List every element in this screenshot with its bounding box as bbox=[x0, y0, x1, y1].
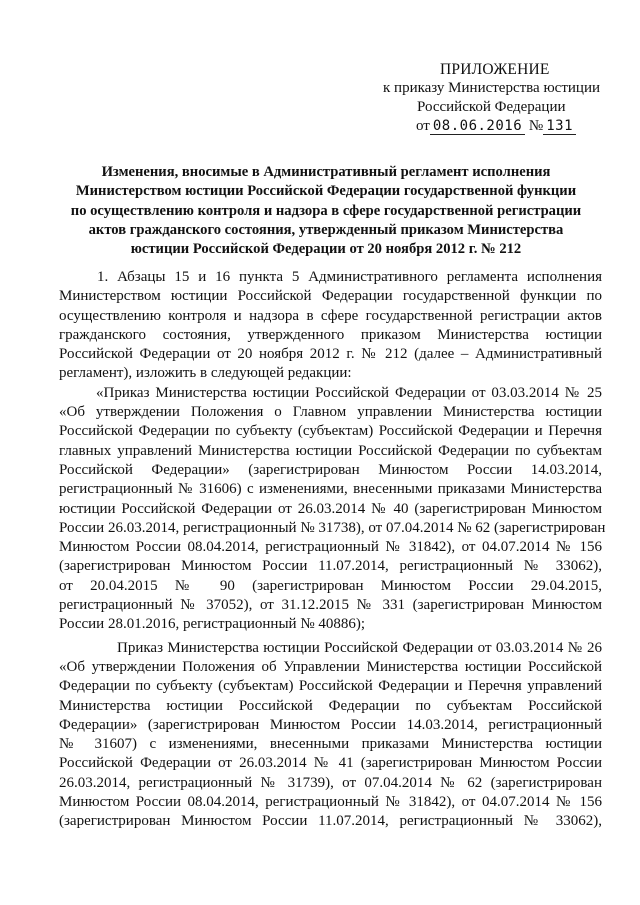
text-line: «Об утверждении Положения о Главном управлении Министерства юстиции bbox=[59, 404, 602, 421]
title-line: по осуществлению контроля и надзора в сфере государственной регистрации bbox=[70, 202, 582, 219]
text-line: Минюстом России 08.04.2014, регистрационный № 31842), от 04.07.2014 № 156 bbox=[59, 794, 602, 811]
attachment-block bbox=[380, 60, 610, 136]
title-line: Министерством юстиции Российской Федерации государственной функции bbox=[75, 183, 577, 200]
number-prefix: № bbox=[528, 118, 544, 134]
text-line: главных управлений Министерства юстиции Российской Федерации по субъектам bbox=[59, 442, 602, 459]
text-line: 1. Абзацы 15 и 16 пункта 5 Административного регламента исполнения bbox=[97, 269, 602, 285]
text-line: регламент), изложить в следующей редакции: bbox=[59, 365, 352, 382]
text-line: (зарегистрирован Минюстом России 11.07.2014, регистрационный № 33062), bbox=[59, 558, 602, 575]
title-line: юстиции Российской Федерации от 20 ноября 2012 г. № 212 bbox=[130, 241, 522, 258]
document-title bbox=[50, 163, 602, 259]
text-line: № 31607) с изменениями, внесенными приказами Министерства юстиции bbox=[59, 736, 602, 753]
text-line: (зарегистрирован Минюстом России 11.07.2014, регистрационный № 33062), bbox=[59, 813, 602, 830]
text-line: Приказ Министерства юстиции Российской Федерации от 03.03.2014 № 26 bbox=[117, 639, 602, 656]
text-line: 26.03.2014, регистрационный № 31739), от 07.04.2014 № 62 (зарегистрирован bbox=[59, 774, 602, 791]
text-line: Федерации» (зарегистрирован Минюстом России 14.03.2014, регистрационный bbox=[59, 716, 602, 733]
text-line: регистрационный № 31606) с изменениями, внесенными приказами Министерства bbox=[59, 481, 602, 498]
text-line: Российской Федерации по субъекту (субъектам) Российской Федерации и Перечня bbox=[59, 423, 602, 440]
document-body bbox=[59, 268, 606, 832]
text-line: Российской Федерации от 20 ноября 2012 г. № 212 (далее – Административный bbox=[59, 346, 602, 363]
title-line: Изменения, вносимые в Административный регламент исполнения bbox=[101, 164, 551, 180]
paragraph-2 bbox=[59, 384, 606, 635]
title-line: актов гражданского состояния, утвержденный приказом Министерства bbox=[88, 221, 564, 238]
text-line: Российской Федерации» (зарегистрирован Минюстом России 14.03.2014, bbox=[59, 461, 602, 478]
text-line: Министерством юстиции Российской Федерации государственной функции по bbox=[59, 288, 602, 305]
attachment-order-ref: к приказу Министерства юстиции bbox=[383, 80, 600, 96]
attachment-date-line bbox=[380, 117, 610, 136]
text-line: Федерации по субъекту (субъектам) Российской Федерации и Перечня управлений bbox=[59, 678, 602, 695]
date-prefix: от bbox=[416, 118, 430, 134]
text-line: от 20.04.2015 № 90 (зарегистрирован Минюстом России 29.04.2015, bbox=[59, 577, 602, 594]
text-line: «Приказ Министерства юстиции Российской Федерации от 03.03.2014 № 25 bbox=[96, 384, 602, 401]
paragraph-1 bbox=[59, 268, 602, 384]
order-number: 131 bbox=[543, 118, 576, 135]
text-line: «Об утверждении Положения об Управлении Министерства юстиции Российской bbox=[59, 658, 602, 675]
text-line: регистрационный № 37052), от 31.12.2015 № 331 (зарегистрирован Минюстом bbox=[59, 597, 602, 614]
text-line: России 26.03.2014, регистрационный № 31738), от 07.04.2014 № 62 (зарегистрирован bbox=[59, 519, 606, 536]
text-line: осуществлению контроля и надзора в сфере государственной регистрации актов bbox=[59, 307, 602, 324]
text-line: Министерства юстиции Российской Федерации по субъектам Российской bbox=[59, 697, 602, 714]
text-line: России 28.01.2016, регистрационный № 40886); bbox=[59, 616, 366, 633]
text-line: Российской Федерации от 26.03.2014 № 41 (зарегистрирован Минюстом России bbox=[59, 755, 602, 772]
text-line: Минюстом России 08.04.2014, регистрационный № 31842), от 04.07.2014 № 156 bbox=[59, 539, 602, 556]
attachment-heading: ПРИЛОЖЕНИЕ bbox=[440, 61, 550, 78]
order-date: 08.06.2016 bbox=[430, 118, 525, 135]
attachment-ministry: Российской Федерации bbox=[417, 99, 566, 115]
text-line: гражданского состояния, утвержденного приказом Министерства юстиции bbox=[59, 326, 602, 343]
text-line: юстиции Российской Федерации от 26.03.2014 № 40 (зарегистрирован Минюстом bbox=[59, 500, 602, 517]
paragraph-3 bbox=[59, 639, 602, 832]
